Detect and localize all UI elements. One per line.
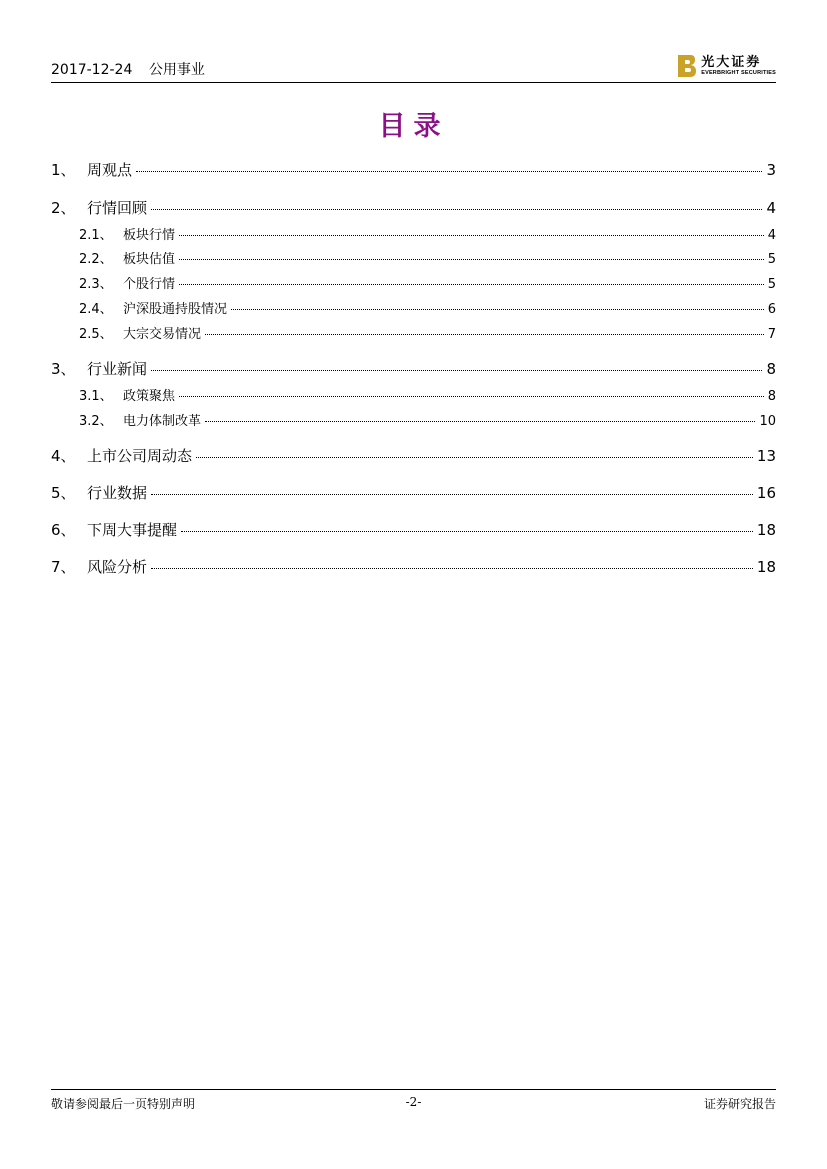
toc-leader — [179, 259, 764, 260]
toc-number: 2.5、 — [79, 327, 113, 342]
toc-leader — [181, 531, 753, 532]
toc-entry-3-2[interactable] — [51, 410, 776, 429]
toc-page: 5 — [767, 277, 776, 292]
toc-entry-4[interactable] — [51, 445, 776, 466]
toc-label: 行情回顾 — [87, 199, 148, 217]
toc-page: 4 — [767, 228, 776, 243]
toc-number: 1、 — [51, 161, 76, 179]
toc-entry-2-4[interactable] — [51, 298, 776, 317]
toc-leader — [205, 334, 764, 335]
toc-entry-2[interactable] — [51, 197, 776, 218]
toc-page: 8 — [767, 389, 776, 404]
toc-page: 16 — [756, 484, 776, 502]
toc-number: 2.1、 — [79, 228, 113, 243]
disclaimer-note: 敬请参阅最后一页特别声明 — [51, 1097, 196, 1111]
toc-leader — [151, 370, 762, 371]
toc-page: 18 — [756, 558, 776, 576]
toc-page: 7 — [767, 327, 776, 342]
report-type: 证券研究报告 — [703, 1097, 776, 1111]
toc-label: 周观点 — [87, 161, 133, 179]
toc-leader — [151, 568, 753, 569]
toc-page: 10 — [759, 414, 776, 429]
toc-leader — [179, 235, 764, 236]
page-number: -2- — [405, 1095, 422, 1109]
toc-label: 个股行情 — [123, 277, 176, 292]
toc-leader — [231, 309, 764, 310]
toc-number: 3.2、 — [79, 414, 113, 429]
toc-label: 下周大事提醒 — [87, 521, 178, 539]
page-footer — [51, 1089, 776, 1114]
toc-entry-2-3[interactable] — [51, 273, 776, 292]
toc-number: 2.4、 — [79, 302, 113, 317]
toc-title: 目录 — [378, 111, 449, 142]
toc-entry-7[interactable] — [51, 556, 776, 577]
toc-entry-5[interactable] — [51, 482, 776, 503]
toc-label: 行业数据 — [87, 484, 148, 502]
toc-number: 4、 — [51, 447, 76, 465]
toc-entry-3[interactable] — [51, 358, 776, 379]
toc-number: 2、 — [51, 199, 76, 217]
sector-name: 公用事业 — [148, 62, 205, 78]
toc-page: 6 — [767, 302, 776, 317]
toc-leader — [136, 171, 762, 172]
toc-label: 大宗交易情况 — [123, 327, 202, 342]
toc-number: 3.1、 — [79, 389, 113, 404]
toc-entry-2-1[interactable] — [51, 224, 776, 243]
logo-name-cn: 光大证券 — [701, 55, 762, 70]
toc-entry-3-1[interactable] — [51, 385, 776, 404]
toc-entry-1[interactable] — [51, 159, 776, 180]
header-meta — [51, 59, 205, 79]
logo-name-en: EVERBRIGHT SECURITIES — [701, 70, 776, 76]
toc-label: 上市公司周动态 — [87, 447, 193, 465]
toc-label: 板块估值 — [123, 252, 176, 267]
toc-leader — [205, 421, 755, 422]
toc-page: 3 — [766, 161, 776, 179]
toc-leader — [151, 209, 762, 210]
toc-number: 5、 — [51, 484, 76, 502]
toc-label: 沪深股通持股情况 — [123, 302, 228, 317]
toc-page: 13 — [756, 447, 776, 465]
toc-label: 板块行情 — [123, 228, 176, 243]
toc-label: 风险分析 — [87, 558, 148, 576]
toc-number: 7、 — [51, 558, 76, 576]
toc-leader — [179, 284, 764, 285]
page-header — [51, 54, 776, 83]
toc-number: 2.2、 — [79, 252, 113, 267]
toc-page: 4 — [766, 199, 776, 217]
toc-number: 2.3、 — [79, 277, 113, 292]
report-date: 2017-12-24 — [51, 62, 133, 78]
toc-entry-2-5[interactable] — [51, 323, 776, 342]
toc-page: 8 — [766, 360, 776, 378]
toc-label: 电力体制改革 — [123, 414, 202, 429]
toc-number: 3、 — [51, 360, 76, 378]
toc-label: 行业新闻 — [87, 360, 148, 378]
toc-page: 18 — [756, 521, 776, 539]
toc-entry-6[interactable] — [51, 519, 776, 540]
toc-page: 5 — [767, 252, 776, 267]
company-logo — [678, 54, 776, 78]
toc-leader — [196, 457, 753, 458]
toc-leader — [151, 494, 753, 495]
toc-label: 政策聚焦 — [123, 389, 176, 404]
toc-entry-2-2[interactable] — [51, 248, 776, 267]
everbright-logo-icon — [678, 55, 696, 77]
toc-leader — [179, 396, 764, 397]
toc-number: 6、 — [51, 521, 76, 539]
